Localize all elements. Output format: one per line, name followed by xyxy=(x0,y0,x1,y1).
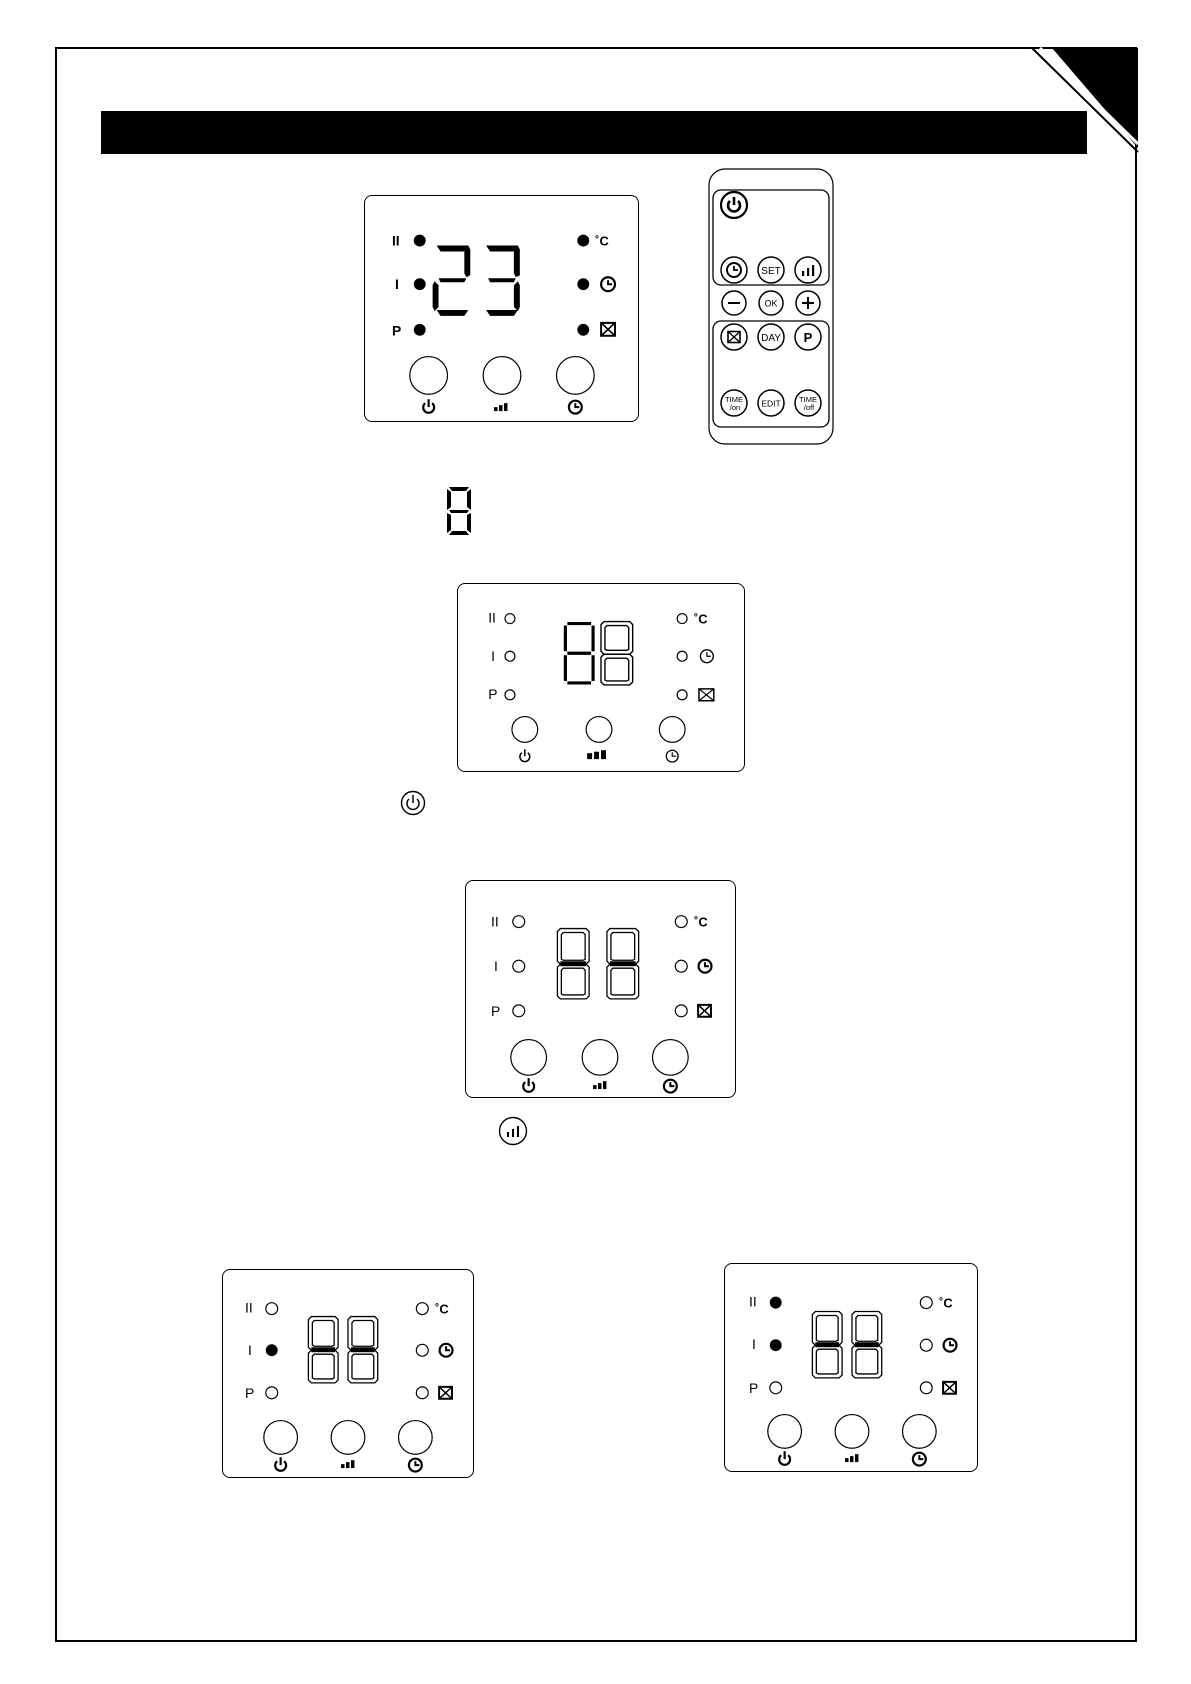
control-panel-level-one xyxy=(222,1269,474,1478)
program-indicator xyxy=(513,1005,525,1017)
open-window-icon xyxy=(439,1387,452,1399)
display-digit-3 xyxy=(486,246,520,316)
timer-indicator xyxy=(416,1344,428,1356)
window-indicator xyxy=(675,1005,687,1017)
display-dashes xyxy=(812,1312,881,1378)
svg-text:EDIT: EDIT xyxy=(761,398,781,409)
svg-text:/off: /off xyxy=(803,403,815,412)
level-low-indicator xyxy=(414,278,426,290)
program-indicator xyxy=(266,1387,278,1399)
remote-ok-button[interactable] xyxy=(759,291,783,315)
clock-icon xyxy=(944,1339,957,1352)
level-low-label: I xyxy=(493,958,498,975)
remote-plus-button[interactable] xyxy=(796,291,820,315)
celsius-indicator xyxy=(577,235,589,247)
celsius-indicator xyxy=(416,1303,428,1315)
level-high-label: II xyxy=(391,232,400,249)
level-high-label: II xyxy=(488,609,496,626)
svg-text:SET: SET xyxy=(761,266,781,277)
level-low-label: I xyxy=(394,276,399,293)
clock-icon xyxy=(569,401,582,414)
fan-level-icon xyxy=(498,1116,528,1146)
power-button[interactable] xyxy=(768,1415,802,1449)
program-label: P xyxy=(488,685,498,702)
level-low-indicator xyxy=(770,1339,782,1351)
clock-icon xyxy=(440,1344,453,1357)
remote-window-button[interactable] xyxy=(721,324,747,350)
fan-level-icon xyxy=(587,750,606,759)
display-value: 23 xyxy=(434,316,436,318)
program-indicator xyxy=(505,690,515,700)
remote-power-button[interactable] xyxy=(721,192,747,218)
level-high-label: II xyxy=(491,913,499,930)
level-high-label: II xyxy=(244,1299,253,1316)
power-button[interactable] xyxy=(264,1421,298,1455)
level-low-label: I xyxy=(491,648,496,665)
display-digit-8 xyxy=(565,624,593,683)
window-indicator xyxy=(677,690,687,700)
remote-control xyxy=(708,168,834,445)
program-label: P xyxy=(491,1002,501,1019)
open-window-icon xyxy=(943,1382,956,1394)
remote-time-on-button[interactable] xyxy=(721,390,747,416)
fan-level-button[interactable] xyxy=(835,1415,869,1449)
program-label: P xyxy=(244,1384,255,1401)
level-low-indicator xyxy=(513,960,525,972)
window-indicator xyxy=(416,1387,428,1399)
control-panel-standby xyxy=(465,880,736,1098)
svg-text:OK: OK xyxy=(764,298,778,309)
fan-level-icon xyxy=(845,1454,858,1462)
window-indicator xyxy=(577,324,589,336)
fan-level-button[interactable] xyxy=(331,1421,365,1455)
open-window-icon xyxy=(699,689,714,701)
level-high-indicator xyxy=(513,916,525,928)
celsius-label: ˚C xyxy=(694,914,708,930)
svg-text:DAY: DAY xyxy=(761,333,781,344)
power-button[interactable] xyxy=(512,717,538,743)
level-low-label: I xyxy=(247,1342,252,1359)
clock-icon xyxy=(699,960,712,973)
fan-level-button[interactable] xyxy=(483,357,521,395)
level-high-indicator xyxy=(505,614,515,624)
celsius-indicator xyxy=(920,1297,932,1309)
fan-level-button[interactable] xyxy=(582,1040,618,1076)
power-icon xyxy=(400,790,426,816)
control-panel-test-display xyxy=(457,583,745,772)
display-dashes xyxy=(308,1317,377,1383)
remote-time-off-button[interactable] xyxy=(795,390,821,416)
level-high-label: II xyxy=(748,1293,757,1310)
celsius-label: ˚C xyxy=(939,1295,953,1311)
timer-indicator xyxy=(920,1339,932,1351)
level-high-indicator xyxy=(770,1297,782,1309)
window-indicator xyxy=(920,1382,932,1394)
level-low-indicator xyxy=(266,1344,278,1356)
digit-eight-icon xyxy=(446,486,472,536)
celsius-label: ˚C xyxy=(595,233,609,249)
power-button[interactable] xyxy=(410,357,448,395)
control-panel-main xyxy=(364,195,639,422)
remote-set-button[interactable] xyxy=(758,257,784,283)
program-label: P xyxy=(748,1379,759,1396)
level-high-indicator xyxy=(266,1303,278,1315)
svg-text:/on: /on xyxy=(729,403,741,412)
clock-icon xyxy=(913,1453,926,1466)
fan-level-icon xyxy=(341,1460,354,1468)
fan-level-icon xyxy=(494,403,507,411)
clock-icon xyxy=(601,277,615,291)
clock-icon xyxy=(700,650,713,663)
display-dashes xyxy=(557,929,638,999)
program-indicator xyxy=(414,324,426,336)
celsius-label: ˚C xyxy=(694,611,708,627)
timer-button[interactable] xyxy=(557,357,595,395)
power-icon xyxy=(275,1457,286,1471)
timer-button[interactable] xyxy=(659,717,685,743)
celsius-indicator xyxy=(677,614,687,624)
fan-level-icon xyxy=(593,1081,606,1089)
level-low-label: I xyxy=(751,1336,756,1353)
timer-button[interactable] xyxy=(653,1040,689,1076)
display-digit-2 xyxy=(433,246,471,316)
svg-text:TIME: TIME xyxy=(725,395,743,404)
power-icon xyxy=(423,399,434,413)
clock-icon xyxy=(409,1459,422,1472)
open-window-icon xyxy=(698,1005,711,1017)
remote-timer-button[interactable] xyxy=(721,257,747,283)
power-button[interactable] xyxy=(511,1040,547,1076)
svg-text:TIME: TIME xyxy=(799,395,817,404)
control-panel-level-two xyxy=(724,1263,978,1472)
svg-text:P: P xyxy=(803,330,813,345)
program-label: P xyxy=(391,322,402,339)
power-icon xyxy=(520,749,530,761)
timer-indicator xyxy=(677,651,687,661)
level-low-indicator xyxy=(505,651,515,661)
remote-minus-button[interactable] xyxy=(722,291,746,315)
power-icon xyxy=(779,1451,790,1465)
timer-button[interactable] xyxy=(399,1421,433,1455)
display-digit-8-outline xyxy=(601,622,633,685)
program-indicator xyxy=(770,1382,782,1394)
timer-indicator xyxy=(675,960,687,972)
section-header-bar xyxy=(101,111,1087,154)
level-high-indicator xyxy=(414,235,426,247)
power-icon xyxy=(523,1078,534,1092)
fan-level-button[interactable] xyxy=(586,717,612,743)
celsius-label: ˚C xyxy=(435,1301,449,1317)
remote-program-button[interactable] xyxy=(795,324,821,350)
timer-indicator xyxy=(577,278,589,290)
clock-icon xyxy=(666,750,678,762)
clock-icon xyxy=(664,1080,677,1093)
remote-day-button[interactable] xyxy=(758,324,784,350)
celsius-indicator xyxy=(675,916,687,928)
open-window-icon xyxy=(601,323,615,336)
timer-button[interactable] xyxy=(903,1415,937,1449)
remote-fan-level-button[interactable] xyxy=(795,257,821,283)
remote-edit-button[interactable] xyxy=(758,390,784,416)
